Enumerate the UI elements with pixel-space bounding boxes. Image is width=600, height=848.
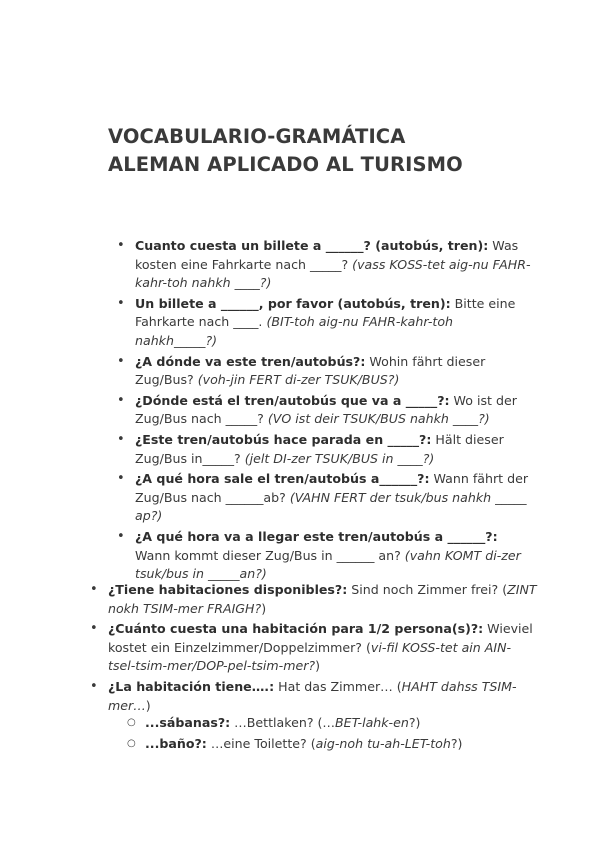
pronunciation: (jelt DI-zer TSUK/BUS in ____?) [244, 450, 435, 466]
spanish-question: ¿Dónde está el tren/autobús que va a _____?: [135, 392, 450, 408]
list-item [145, 714, 545, 733]
pronunciation: (VAHN FERT der tsuk/bus nahkh _____ ap?) [135, 489, 527, 524]
title-line-1: VOCABULARIO-GRAMÁTICA [108, 125, 406, 148]
spanish-question: ¿La habitación tiene….: [108, 678, 275, 694]
list-item [135, 431, 535, 468]
spanish-question: ¿A dónde va este tren/autobús?: [135, 353, 366, 369]
list-item [108, 620, 538, 676]
list-item [135, 470, 535, 526]
list-item [135, 528, 535, 584]
pronunciation: (vass KOSS-tet aig-nu FAHR-kahr-toh nahkh ____?) [135, 256, 531, 291]
spanish-question: ...baño?: [145, 735, 207, 751]
list-item [108, 581, 538, 618]
german-translation: Wo ist der Zug/Bus nach _____? [135, 392, 517, 427]
page-title [108, 123, 463, 179]
pronunciation: HAHT dahss TSIM-mer… [108, 678, 517, 713]
spanish-question: ¿Este tren/autobús hace parada en _____?: [135, 431, 432, 447]
pronunciation: ZINT nokh TSIM-mer FRAIGH? [108, 582, 537, 616]
list-item [108, 678, 538, 715]
german-translation: Bitte eine Fahrkarte nach ____. [135, 295, 516, 330]
german-translation: Wann fährt der Zug/Bus nach ______ab? [135, 471, 529, 505]
hotel-phrase-list [108, 581, 538, 717]
pronunciation: vi-fil KOSS-tet ain AIN-tsel-tsim-mer/DOP-pel-tsim-mer? [108, 639, 512, 674]
room-sublist [145, 714, 545, 755]
pronunciation: (BIT-toh aig-nu FAHR-kahr-toh nahkh_____?) [135, 314, 454, 348]
list-item [135, 353, 535, 390]
german-translation: …Bettlaken? (… [230, 715, 336, 730]
list-item [135, 237, 535, 293]
list-item [145, 735, 545, 754]
pronunciation: aig-noh tu-ah-LET-toh [315, 735, 451, 751]
spanish-question: ¿A qué hora sale el tren/autobús a______?: [135, 471, 430, 487]
pronunciation-close: ?) [450, 735, 463, 751]
spanish-question: ¿Tiene habitaciones disponibles?: [108, 582, 348, 597]
spanish-question: Cuanto cuesta un billete a ______? (autobús, tren): [135, 238, 489, 253]
pronunciation: (VO ist deir TSUK/BUS nahkh ____?) [267, 411, 490, 427]
german-translation: Wann kommt dieser Zug/Bus in ______ an? [135, 547, 405, 563]
german-translation: Was kosten eine Fahrkarte nach _____? [135, 238, 519, 272]
german-translation: Wohin fährt dieser Zug/Bus? [135, 353, 486, 388]
transport-phrase-list [135, 237, 535, 586]
pronunciation-close: ) [261, 600, 267, 616]
spanish-question: ¿Cuánto cuesta una habitación para 1/2 persona(s)?: [108, 621, 484, 637]
spanish-question: Un billete a ______, por favor (autobús, tren): [135, 295, 451, 311]
spanish-question: ¿A qué hora va a llegar este tren/autobús a ______?: [135, 528, 498, 544]
pronunciation-close: ?) [408, 715, 421, 730]
pronunciation-close: ) [315, 658, 320, 674]
german-translation: Hat das Zimmer… ( [274, 678, 402, 694]
pronunciation: (vahn KOMT di-zer tsuk/bus in _____an?) [135, 547, 521, 582]
title-line-2: ALEMAN APLICADO AL TURISMO [108, 153, 463, 176]
pronunciation: (voh-jin FERT di-zer TSUK/BUS?) [197, 372, 400, 388]
german-translation: Wieviel kostet ein Einzelzimmer/Doppelzimmer? ( [108, 621, 533, 655]
list-item [135, 392, 535, 429]
german-translation: Sind noch Zimmer frei? ( [347, 582, 508, 597]
pronunciation: BET-lahk-en [335, 715, 409, 730]
pronunciation-close: ) [145, 697, 151, 713]
spanish-question: ...sábanas?: [145, 715, 231, 730]
list-item [135, 295, 535, 351]
german-translation: Hält dieser Zug/Bus in_____? [135, 431, 504, 466]
german-translation: …eine Toilette? ( [206, 735, 316, 751]
